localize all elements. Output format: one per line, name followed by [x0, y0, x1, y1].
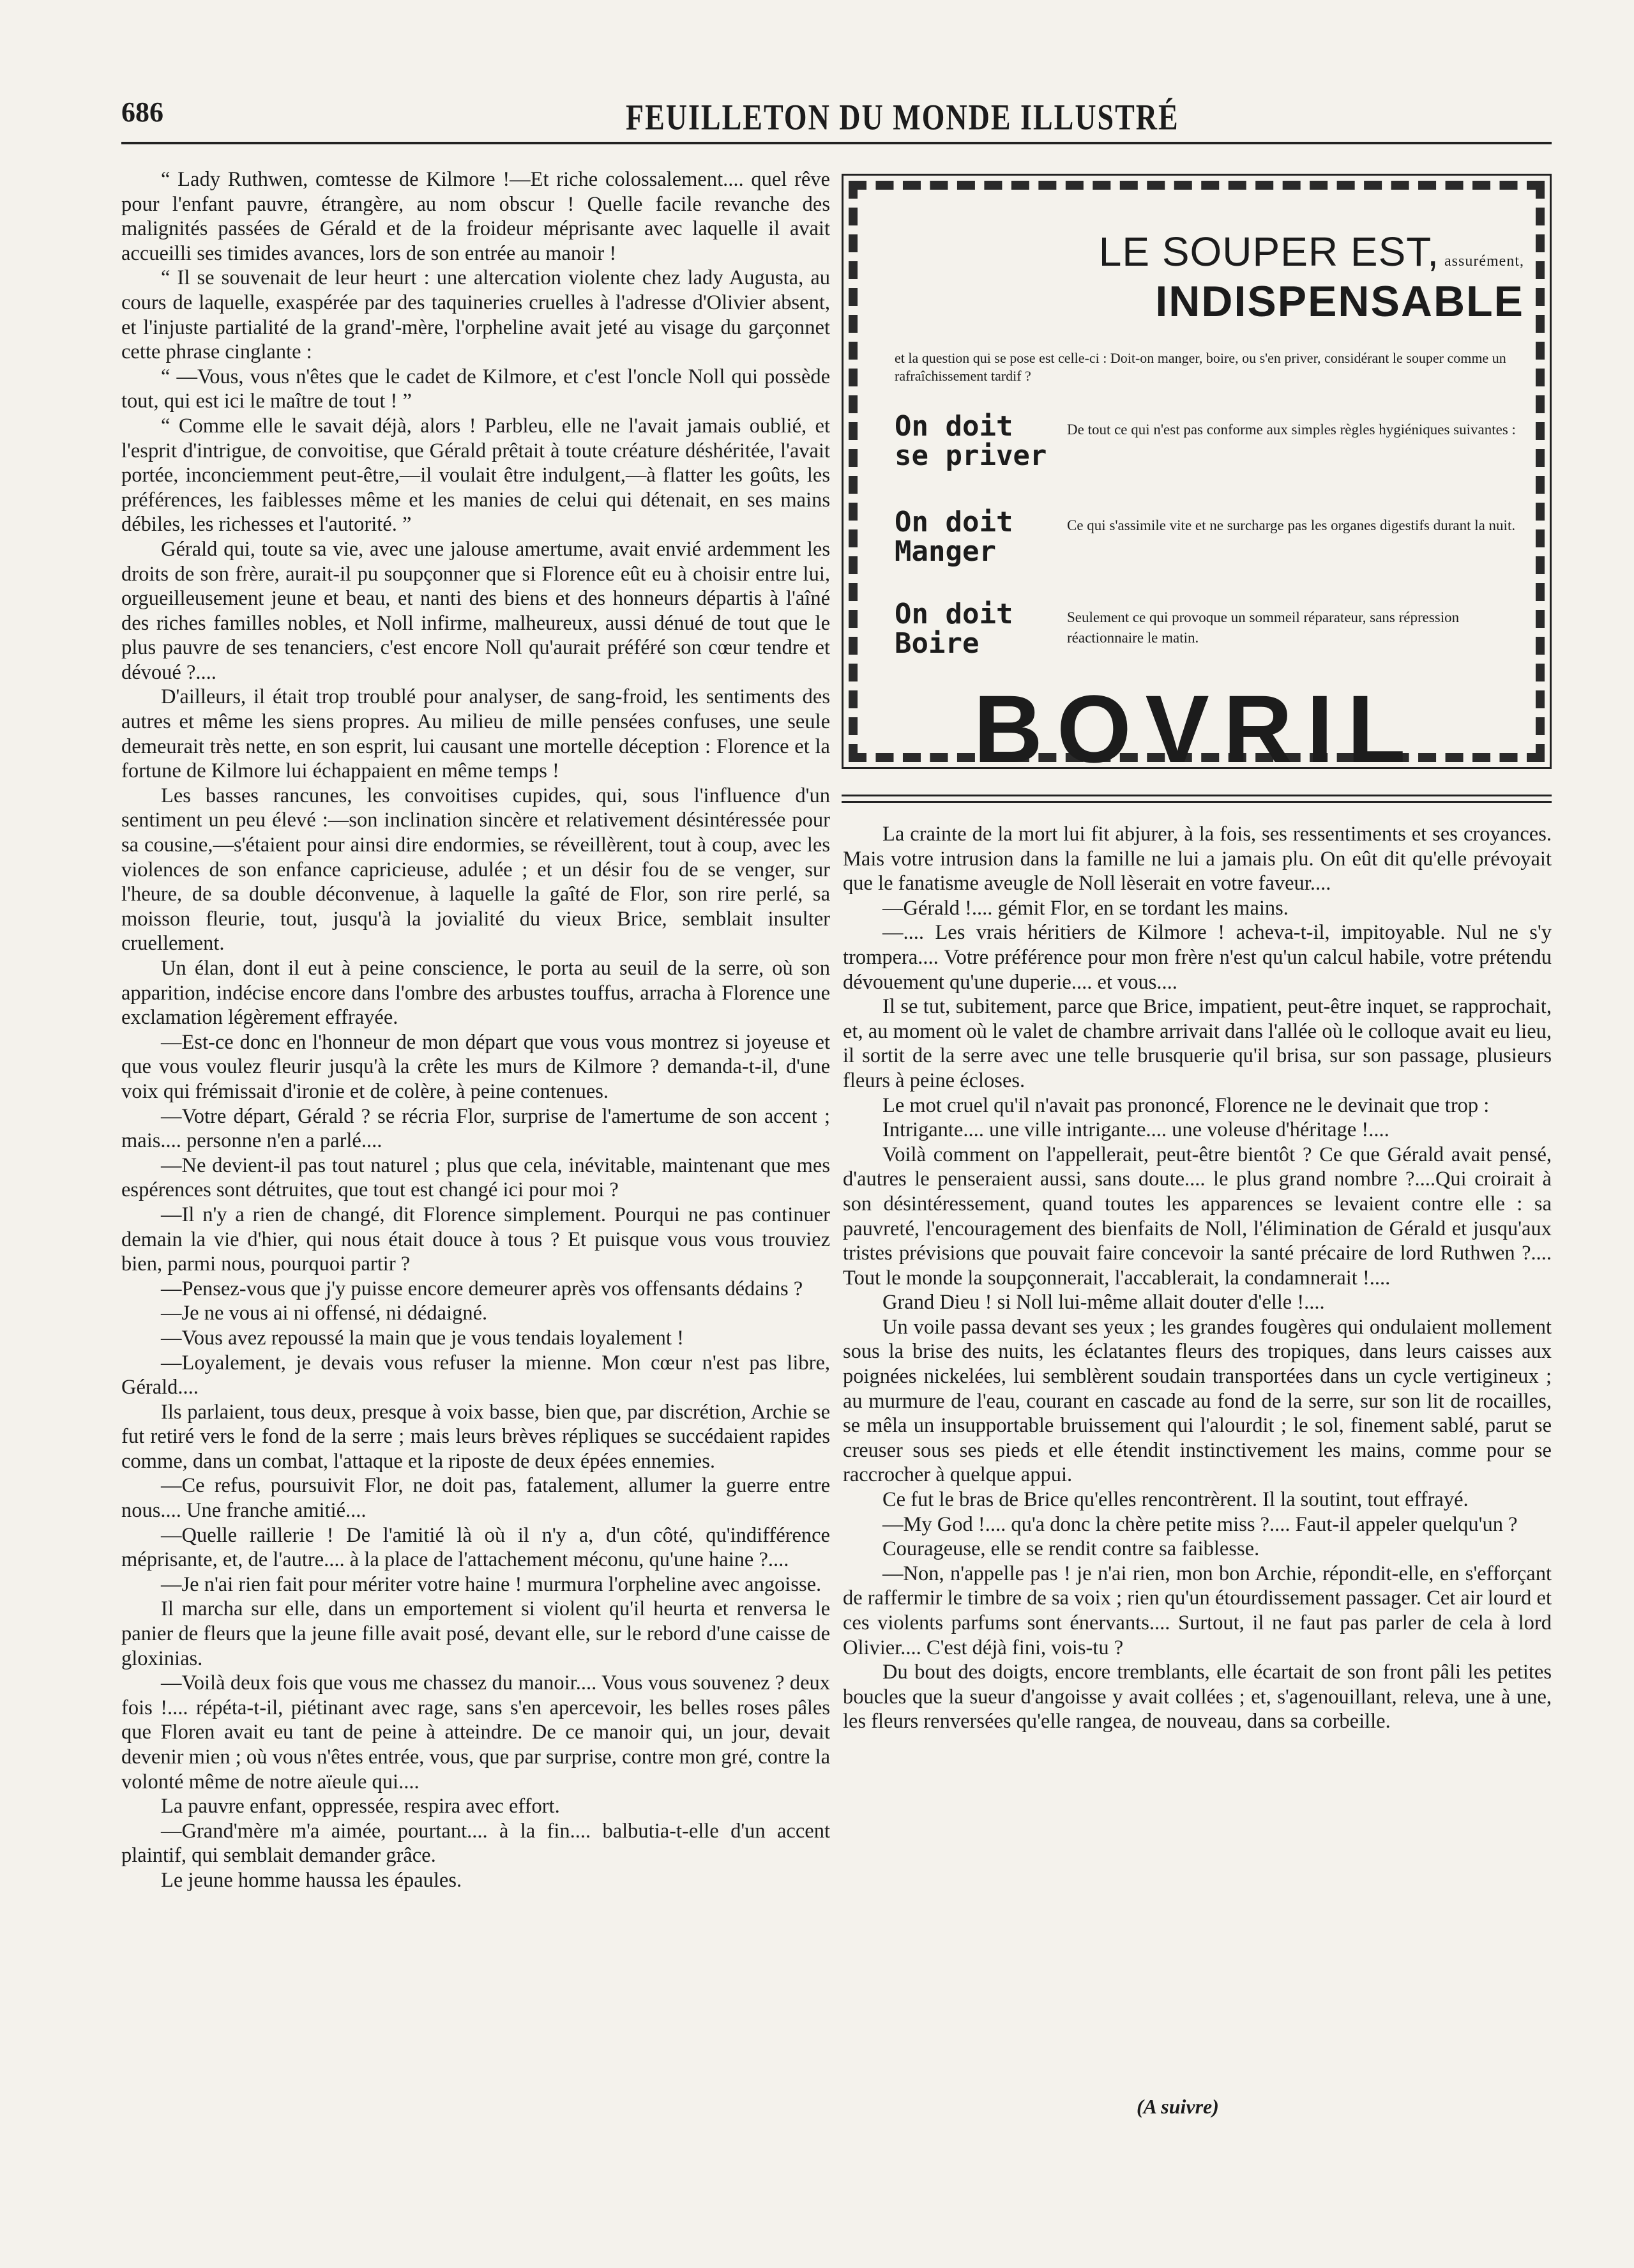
ad-content: [869, 201, 1524, 782]
paragraph: Voilà comment on l'appellerait, peut-être bientôt ? Ce que Gérald avait pensé, d'autres le penseraient aussi, sans doute.... le plus grand nombre ?....Qui croirait à son désintéressement, quand toutes les apparences se levaient contre elle : sa pauvreté, l'encouragement des bienfaits de Noll, l'élimination de Gérald et jusqu'aux tristes prévisions que pouvait faire concevoir la santé précaire de lord Ruthwen ?.... Tout le monde la soupçonnerait, l'accablerait, la condamnerait !....: [843, 1143, 1552, 1290]
paragraph: “ —Vous, vous n'êtes que le cadet de Kilmore, et c'est l'oncle Noll qui possède tout, qui est ici le maître de tout ! ”: [121, 365, 830, 413]
ad-brand-bovril: BOVRIL: [973, 675, 1420, 782]
page-header: [121, 96, 1552, 141]
paragraph: Grand Dieu ! si Noll lui-même allait douter d'elle !....: [882, 1291, 1325, 1314]
paragraph: —Voilà deux fois que vous me chassez du manoir.... Vous vous souvenez ? deux fois !.... répéta-t-il, piétinant avec rage, sans s'en apercevoir, les belles roses pâles que Floren avait eu tant de peine à atteindre. De ce manoir qui, un jour, devait devenir mien ; où vous n'êtes entrée, vous, que par surprise, contre mon gré, contre la volonté même de notre aïeule qui....: [121, 1671, 830, 1793]
paragraph: Un voile passa devant ses yeux ; les grandes fougères qui ondulaient mollement sous la brise des nuits, les éclatantes fleurs des tropiques, dans leurs caisses aux poignées nickelées, lui semblèrent soudain transportées dans un cycle vertigineux ; au murmure de l'eau, courant en cascade au fond de la serre, sur son lit de rocailles, se mêla un insupportable bruissement qui l'alourdit ; le sol, finement sablé, parut se creuser sous ses pieds et elle étendit instinctivement les mains, comme pour se raccrocher à quelque appui.: [843, 1315, 1552, 1487]
paragraph: —Votre départ, Gérald ? se récria Flor, surprise de l'amertume de son accent ; mais.... personne n'en a parlé....: [121, 1104, 830, 1153]
paragraph: La pauvre enfant, oppressée, respira avec effort.: [161, 1795, 560, 1818]
right-column: [843, 822, 1552, 1734]
paragraph: —Pensez-vous que j'y puisse encore demeurer après vos offensants dédains ?: [161, 1277, 803, 1300]
paragraph: Il se tut, subitement, parce que Brice, impatient, peut-être inquet, se rapprochait, et, au moment où le valet de chambre arrivait dans l'allée où le colloque avait eu lieu, il sortit de la serre avec une telle brusquerie qu'il brisa, sur son passage, plusieurs fleurs à peine écloses.: [843, 995, 1552, 1092]
ad-row-text: De tout ce qui n'est pas conforme aux simples règles hygiéniques suivantes :: [1067, 422, 1516, 438]
ad-headline-1-small: assurément,: [1444, 253, 1524, 270]
ad-headline-1: [1099, 228, 1524, 275]
header-rule: [121, 142, 1552, 144]
ad-row-priver: [895, 412, 1518, 482]
paragraph: Gérald qui, toute sa vie, avec une jalouse amertume, avait envié ardemment les droits de son frère, aurait-il pu soupçonner que si Florence eût eu à choisir entre lui, orgueilleusement jeune et beau, et nanti des biens et des honneurs départis à l'aîné des riches familles nobles, et Noll infirme, malheureux, aussi dénué de tout que le plus pauvre de ses tenanciers, c'est encore Noll qu'aurait préféré son cœur tendre et dévoué ?....: [121, 537, 830, 684]
ad-row-label: On doit Boire: [895, 598, 1013, 660]
paragraph: Ils parlaient, tous deux, presque à voix basse, bien que, par discrétion, Archie se fut retiré vers le fond de la serre ; mais leurs brèves répliques se succédaient rapides comme, dans un combat, l'attaque et la riposte de deux épées ennemies.: [121, 1400, 830, 1473]
paragraph: Les basses rancunes, les convoitises cupides, qui, sous l'influence d'un sentiment un peu élevé :—son inclination sincère et relativement désintéressée pour sa cousine,—s'étaient pour ainsi dire endormies, se réveillèrent, tout à coup, avec les violences de son enfance capricieuse, adulée ; et un désir fou de se venger, sur l'heure, de sa double déconvenue, à laquelle la gaîté de Flor, son rire perlé, sa moisson fleurie, tout, jusqu'à la jovialité du vieux Brice, semblait insulter cruellement.: [121, 784, 830, 955]
paragraph: Ce fut le bras de Brice qu'elles rencontrèrent. Il la soutint, tout effrayé.: [882, 1488, 1469, 1512]
paragraph: Le jeune homme haussa les épaules.: [161, 1868, 462, 1892]
paragraph: —Quelle raillerie ! De l'amitié là où il n'y a, d'un côté, qu'indifférence méprisante, et, de l'autre.... à la place de l'attachement méconu, qu'une haine ?....: [121, 1523, 830, 1572]
paragraph: Du bout des doigts, encore tremblants, elle écartait de son front pâli les petites boucles que la sueur d'angoisse y avait collées ; et, s'agenouillant, releva, une à une, les fleurs renversées qu'elle rangea, de nouveau, dans sa corbeille.: [843, 1661, 1552, 1733]
paragraph: —Grand'mère m'a aimée, pourtant.... à la fin.... balbutia-t-elle d'un accent plaintif, qui semblait demander grâce.: [121, 1819, 830, 1868]
page-number: 686: [121, 96, 163, 128]
paragraph: —Je ne vous ai ni offensé, ni dédaigné.: [161, 1302, 488, 1325]
paragraph: “ Comme elle le savait déjà, alors ! Parbleu, elle ne l'avait jamais oublié, et l'esprit d'intrigue, de convoitise, que Gérald prêtait à toute créature déshéritée, l'avait portée, inconciemment peut-être,—il voulait être indulgent,—à flatter les goûts, les préférences, les faiblesses même et les manies de celui qui détenait, en ses mains débiles, les richesses et l'autorité. ”: [121, 414, 830, 537]
ad-row-text: Seulement ce qui provoque un sommeil réparateur, sans répression réactionnaire le matin.: [1067, 609, 1460, 646]
ad-intro: et la question qui se pose est celle-ci : Doit-on manger, boire, ou s'en priver, considérant le souper comme un rafraîchissement tardif ?: [895, 350, 1506, 384]
paragraph: —Vous avez repoussé la main que je vous tendais loyalement !: [161, 1326, 684, 1350]
paragraph: Intrigante.... une ville intrigante.... une voleuse d'héritage !....: [882, 1118, 1389, 1142]
paragraph: —Est-ce donc en l'honneur de mon départ que vous vous montrez si joyeuse et que vous voulez fleurir jusqu'à la crête les murs de Kilmore ? demanda-t-il, d'une voix qui frémissait d'ironie et de colère, à peine contenues.: [121, 1030, 830, 1103]
paragraph: —Gérald !.... gémit Flor, en se tordant les mains.: [882, 896, 1289, 920]
paragraph: La crainte de la mort lui fit abjurer, à la fois, ses ressentiments et ses croyances. Mais votre intrusion dans la famille ne lui a jamais plu. On eût dit qu'elle prévoyait que le fanatisme aveugle de Noll lèserait en votre faveur....: [843, 823, 1552, 895]
ad-row-manger: [895, 508, 1518, 578]
running-title: FEUILLETON DU MONDE ILLUSTRÉ: [626, 96, 1179, 137]
paragraph: —My God !.... qu'a donc la chère petite miss ?.... Faut-il appeler quelqu'un ?: [882, 1512, 1518, 1536]
ad-row-label: On doit Manger: [895, 506, 1013, 568]
paragraph: “ Il se souvenait de leur heurt : une altercation violente chez lady Augusta, au cours de laquelle, exaspérée par des taquineries cruelles à l'adresse d'Olivier absent, et l'injuste partialité de la grand'-mère, l'orpheline avait jeté au visage du garçonnet cette phrase cinglante :: [121, 266, 830, 364]
section-divider: [842, 795, 1552, 796]
paragraph: “ Lady Ruthwen, comtesse de Kilmore !—Et riche colossalement.... quel rêve pour l'enfant pauvre, étrangère, au nom obscur ! Quelle facile revanche des malignités passées de Gérald et de la froideur méprisante avec laquelle il avait accueilli ses timides avances, lors de son entrée au manoir !: [121, 168, 830, 265]
paragraph: —Je n'ai rien fait pour mériter votre haine ! murmura l'orpheline avec angoisse.: [161, 1572, 822, 1596]
paragraph: —Loyalement, je devais vous refuser la mienne. Mon cœur n'est pas libre, Gérald....: [121, 1351, 830, 1399]
paragraph: Courageuse, elle se rendit contre sa faiblesse.: [882, 1537, 1260, 1561]
section-divider: [842, 801, 1552, 803]
paragraph: Le mot cruel qu'il n'avait pas prononcé, Florence ne le devinait que trop :: [882, 1093, 1490, 1117]
paragraph: —Ne devient-il pas tout naturel ; plus que cela, inévitable, maintenant que mes espérences sont détruites, que tout est changé ici pour moi ?: [121, 1153, 830, 1202]
left-column: [121, 167, 830, 1893]
paragraph: Il marcha sur elle, dans un emportement si violent qu'il heurta et renversa le panier de fleurs que la jeune fille avait posé, devant elle, sur le rebord d'une caisse de gloxinias.: [121, 1597, 830, 1670]
ad-headline-2: INDISPENSABLE: [1155, 277, 1524, 326]
paragraph: —Il n'y a rien de changé, dit Florence simplement. Pourqui ne pas continuer demain la vie d'hier, qui nous était douce à tous ? Et puisque vous vous trouviez bien, parmi nous, pourquoi partir ?: [121, 1203, 830, 1276]
ad-headline-1-text: LE SOUPER EST,: [1098, 229, 1440, 275]
ad-row-boire: [895, 600, 1518, 670]
ad-row-text: Ce qui s'assimile vite et ne surcharge pas les organes digestifs durant la nuit.: [1067, 517, 1516, 533]
to-be-continued: (A suivre): [1137, 2095, 1219, 2118]
paragraph: Un élan, dont il eut à peine conscience, le porta au seuil de la serre, où son apparition, indécise encore dans l'ombre des arbustes touffus, arracha à Florence une exclamation légèrement effrayée.: [121, 957, 830, 1030]
paragraph: —Non, n'appelle pas ! je n'ai rien, mon bon Archie, répondit-elle, en s'efforçant de raffermir le timbre de sa voix ; rien qu'un étourdissement passager. Cet air lourd et ces violents parfums sont énervants.... Surtout, il ne faut pas parler de cela à lord Olivier.... C'est déjà fini, vois-tu ?: [843, 1562, 1552, 1659]
bovril-advertisement: [842, 174, 1552, 782]
paragraph: D'ailleurs, il était trop troublé pour analyser, de sang-froid, les sentiments des autres et même les siens propres. Au milieu de mille pensées confuses, une seule demeurait très nette, en son esprit, lui causant une mortelle déception : Florence et la fortune de Kilmore lui échappaient en même temps !: [121, 685, 830, 783]
ad-row-label: On doit se priver: [895, 410, 1047, 472]
paragraph: —Ce refus, poursuivit Flor, ne doit pas, fatalement, allumer la guerre entre nous.... Une franche amitié....: [121, 1474, 830, 1523]
paragraph: —.... Les vrais héritiers de Kilmore ! acheva-t-il, impitoyable. Nul ne s'y trompera.... Votre préférence pour mon frère n'est qu'un calcul habile, votre prétendu dévouement qu'une duperie.... et vous....: [843, 921, 1552, 994]
